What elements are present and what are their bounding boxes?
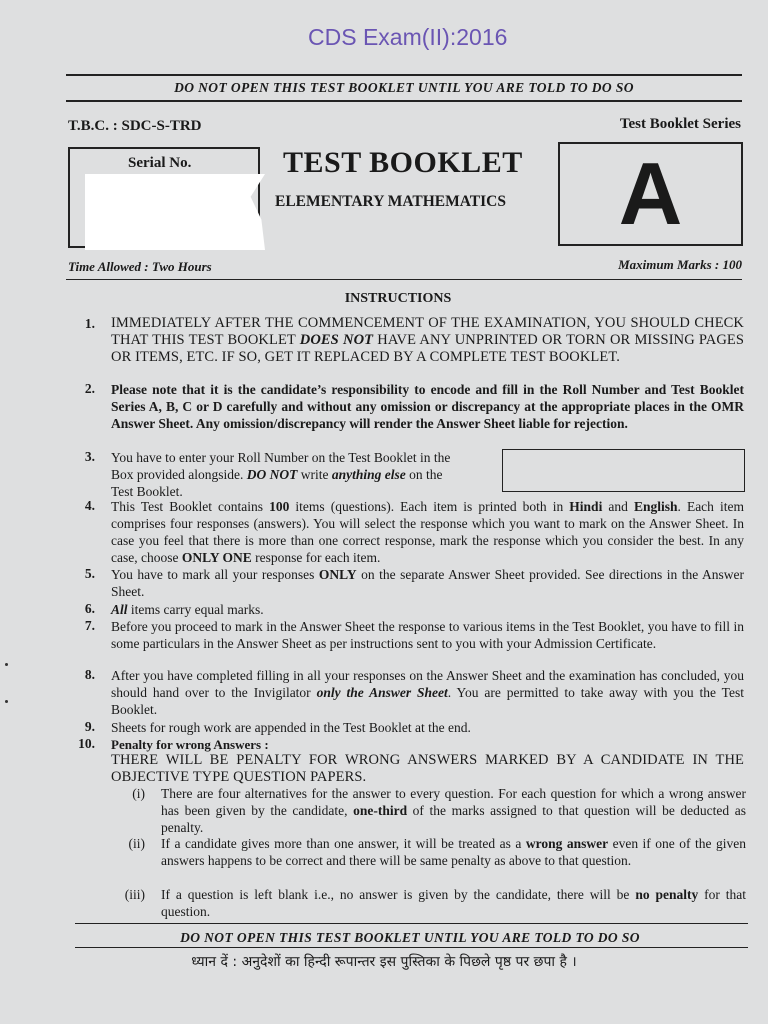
- sub-text: If a question is left blank i.e., no answer is given by the candidate, there will be no penalty for that question.: [161, 887, 746, 919]
- instruction-number: 3.: [84, 449, 95, 464]
- instructions-heading: INSTRUCTIONS: [344, 291, 452, 306]
- instruction-text: Please note that it is the candidate’s responsibility to encode and fill in the Roll Number and Test Booklet Series A, B, C or D carefully and without any omission or discrepancy at the appropriate places in the OMR Answer Sheet. Any omission/discrepancy will render the Answer Sheet liable for rejection.: [111, 382, 744, 431]
- hindi-note: ध्यान दें : अनुदेशों का हिन्दी रूपान्तर इस पुस्तिका के पिछले पृष्ठ पर छपा है ।: [191, 954, 577, 970]
- instruction-number: 6.: [84, 601, 95, 616]
- tbc-code: T.B.C. : SDC-S-TRD: [68, 118, 202, 134]
- instruction-number: 5.: [84, 566, 95, 581]
- top-warning-banner: DO NOT OPEN THIS TEST BOOKLET UNTIL YOU ARE TOLD TO DO SO: [174, 80, 634, 95]
- instruction-text: All items carry equal marks.: [111, 602, 264, 617]
- roll-number-entry-box: [502, 449, 745, 492]
- instruction-number: 9.: [84, 719, 95, 734]
- margin-mark: [5, 700, 8, 703]
- sub-number: (iii): [124, 887, 145, 902]
- margin-mark: [5, 663, 8, 666]
- instruction-number: 7.: [84, 618, 95, 633]
- time-allowed: Time Allowed : Two Hours: [68, 259, 212, 274]
- series-box: [558, 142, 743, 246]
- instruction-text: Before you proceed to mark in the Answer Sheet the response to various items in the Test Booklet, you have to fill in some particulars in the Answer Sheet as per instructions sent to you with your Admission Certificate.: [111, 619, 744, 651]
- serial-number-box: [68, 147, 260, 248]
- sub-text: If a candidate gives more than one answer, it will be treated as a wrong answer even if one of the given answers happens to be correct and there will be same penalty as above to that question.: [161, 836, 746, 868]
- instruction-text: You have to mark all your responses ONLY on the separate Answer Sheet provided. See directions in the Answer Sheet.: [111, 567, 744, 599]
- booklet-title: TEST BOOKLET: [283, 146, 523, 179]
- header-rule: [66, 279, 742, 280]
- instruction-text: IMMEDIATELY AFTER THE COMMENCEMENT OF THE EXAMINATION, YOU SHOULD CHECK THAT THIS TEST BOOKLET DOES NOT HAVE ANY UNPRINTED OR TORN OR MISSING PAGES OR ITEMS, ETC. IF SO, GET IT REPLACED BY A COMPLETE TEST BOOKLET.: [111, 315, 745, 365]
- bottom-rule: [75, 923, 748, 924]
- instruction-text: You have to enter your Roll Number on the Test Booklet in the Box provided alongside. DO NOT write anything else on the Test Booklet.: [111, 450, 451, 499]
- penalty-statement: THERE WILL BE PENALTY FOR WRONG ANSWERS MARKED BY A CANDIDATE IN THE OBJECTIVE TYPE QUESTION PAPERS.: [111, 752, 744, 785]
- penalty-heading: Penalty for wrong Answers :: [111, 737, 269, 752]
- sub-text: There are four alternatives for the answer to every question. For each question for which a wrong answer has been given by the candidate, one-third of the marks assigned to that question will be deducted as penalty.: [161, 786, 746, 835]
- exam-stamp: CDS Exam(II):2016: [308, 24, 508, 50]
- sub-number: (ii): [128, 836, 145, 851]
- instruction-number: 8.: [84, 667, 95, 682]
- instruction-number: 2.: [84, 381, 95, 396]
- serial-label: Serial No.: [128, 155, 192, 171]
- maximum-marks: Maximum Marks : 100: [618, 257, 742, 272]
- instruction-text: After you have completed filling in all your responses on the Answer Sheet and the examination has concluded, you should hand over to the Invigilator only the Answer Sheet. You are permitted to take away with you the Test Booklet.: [111, 668, 744, 717]
- redacted-serial-area: [85, 174, 265, 250]
- instruction-number: 10.: [78, 736, 95, 751]
- instruction-text: Sheets for rough work are appended in the Test Booklet at the end.: [111, 720, 471, 735]
- series-label: Test Booklet Series: [619, 116, 741, 132]
- top-rule-lower: [66, 100, 742, 102]
- instruction-number: 1.: [84, 316, 95, 331]
- sub-number: (i): [132, 786, 145, 801]
- series-letter: A: [618, 144, 683, 243]
- top-rule: [66, 74, 742, 76]
- bottom-warning-banner: DO NOT OPEN THIS TEST BOOKLET UNTIL YOU ARE TOLD TO DO SO: [180, 930, 640, 945]
- instruction-number: 4.: [84, 498, 95, 513]
- bottom-rule-lower: [75, 947, 748, 948]
- instruction-text: This Test Booklet contains 100 items (questions). Each item is printed both in Hindi and English. Each item comprises four responses (answers). You will select the response which you want to mark on the Answer Sheet. In case you feel that there is more than one correct response, mark the response which you consider the best. In any case, choose ONLY ONE response for each item.: [111, 499, 744, 565]
- subject-title: ELEMENTARY MATHEMATICS: [275, 193, 506, 210]
